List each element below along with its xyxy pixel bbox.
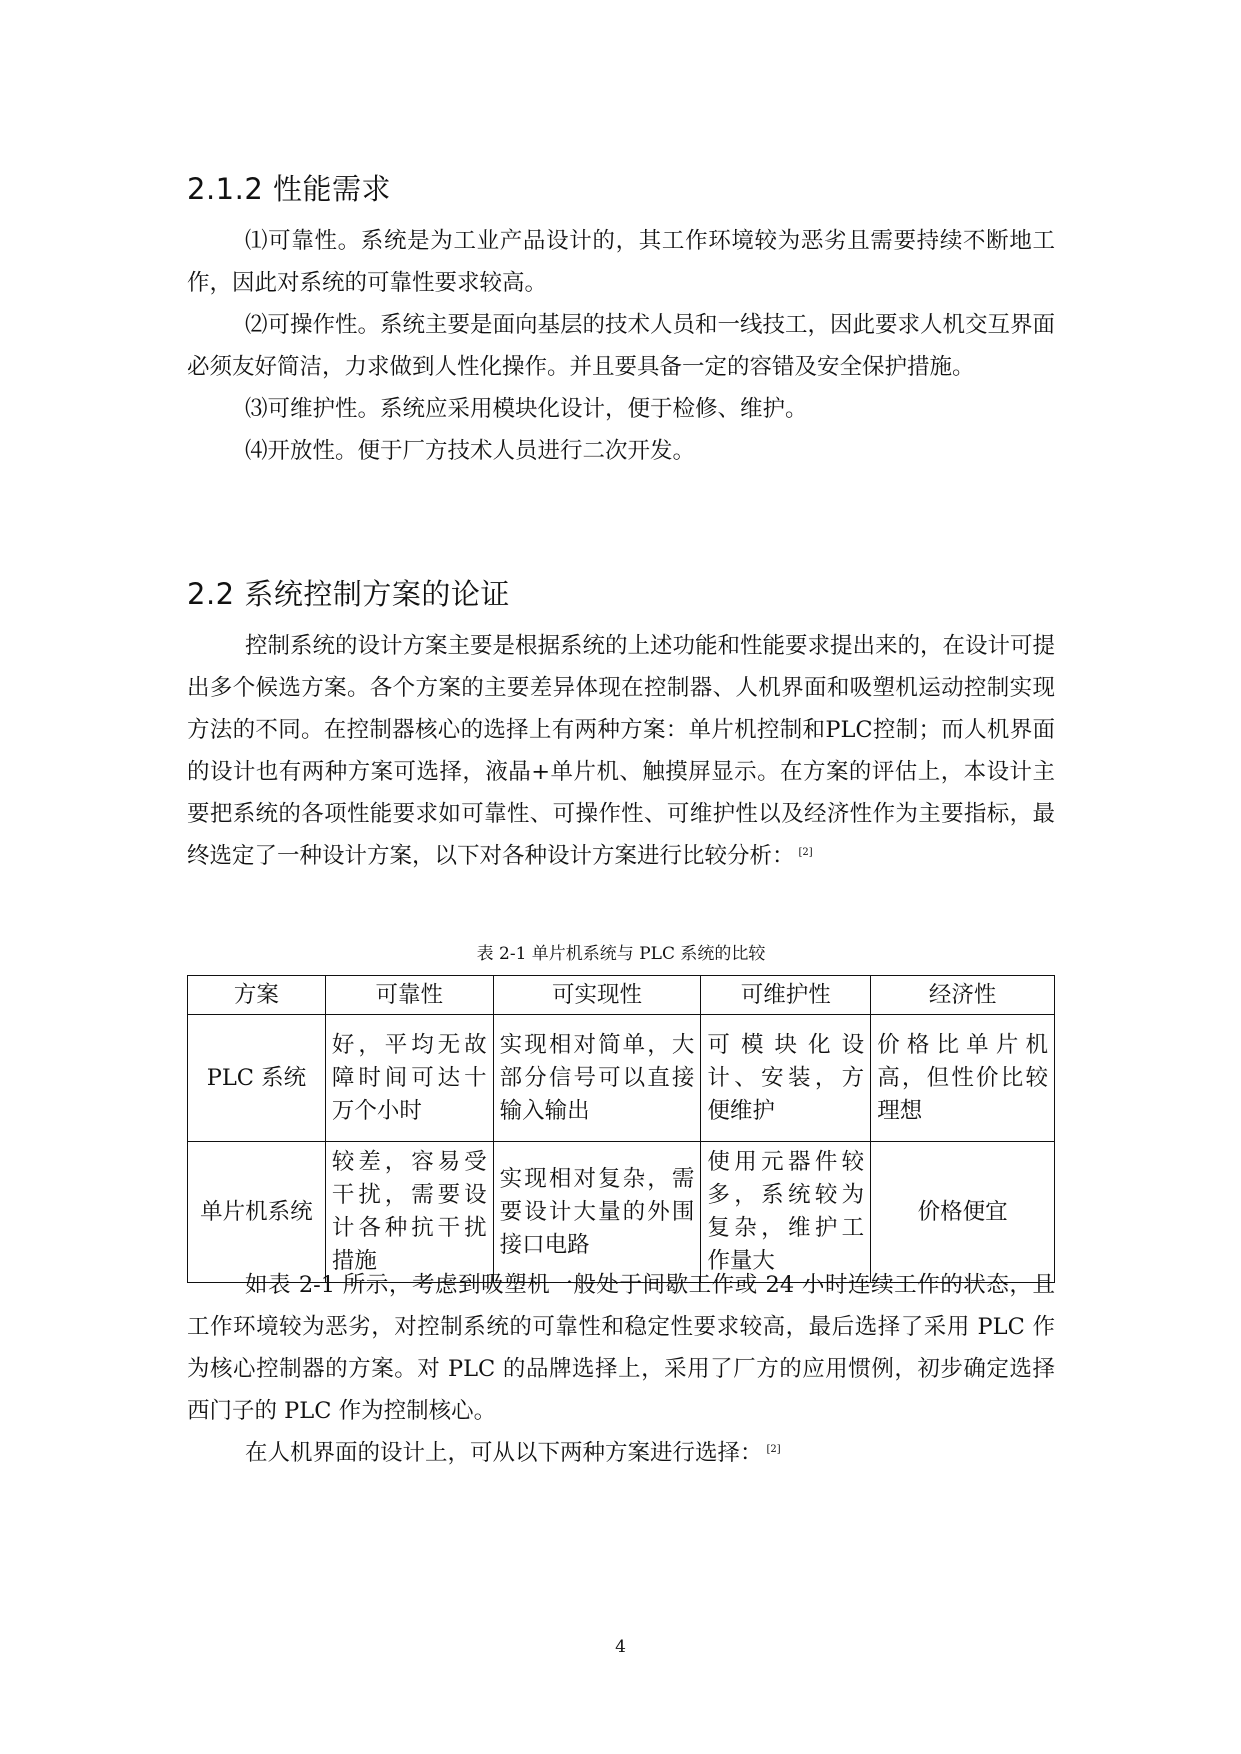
requirement-item: ⑴可靠性。系统是为工业产品设计的，其工作环境较为恶劣且需要持续不断地工作，因此对系统的可靠性要求较高。 (187, 228, 1055, 296)
table-row (188, 1015, 1055, 1142)
conclusion-paragraph: 如表 2-1 所示，考虑到吸塑机一般处于间歇工作或 24 小时连续工作的状态，且工作环境较为恶劣，对控制系统的可靠性和稳定性要求较高，最后选择了采用 PLC 作为核心控制器的方案。对 PLC 的品牌选择上，采用了厂方的应用惯例，初步确定选择西门子的 PLC 作为控制核心。 (187, 1272, 1055, 1424)
hmi-text: 在人机界面的设计上，可从以下两种方案进行选择： (245, 1440, 763, 1466)
table-header: 经济性 (871, 976, 1055, 1015)
table-cell: 单片机系统 (188, 1142, 326, 1283)
table-cell: 较差，容易受干扰，需要设计各种抗干扰措施 (325, 1142, 493, 1283)
table-cell: 使用元器件较多，系统较为复杂，维护工作量大 (701, 1142, 871, 1283)
table-cell: 价格比单片机高，但性价比较理想 (871, 1015, 1055, 1142)
table-cell: 好，平均无故障时间可达十万个小时 (325, 1015, 493, 1142)
after-table-text (187, 1264, 1055, 1474)
table-cell: 实现相对简单，大部分信号可以直接输入输出 (493, 1015, 701, 1142)
performance-requirements-list (187, 220, 1055, 472)
requirement-item: ⑷开放性。便于厂方技术人员进行二次开发。 (245, 438, 696, 464)
citation-ref: [2] (798, 846, 813, 858)
intro-text: 控制系统的设计方案主要是根据系统的上述功能和性能要求提出来的，在设计可提出多个候选方案。各个方案的主要差异体现在控制器、人机界面和吸塑机运动控制实现方法的不同。在控制器核心的选择上有两种方案：单片机控制和PLC控制；而人机界面的设计也有两种方案可选择，液晶+单片机、触摸屏显示。在方案的评估上，本设计主要把系统的各项性能要求如可靠性、可操作性、可维护性以及经济性作为主要指标，最终选定了一种设计方案，以下对各种设计方案进行比较分析： (187, 633, 1056, 869)
requirement-item: ⑵可操作性。系统主要是面向基层的技术人员和一线技工，因此要求人机交互界面必须友好简洁，力求做到人性化操作。并且要具备一定的容错及安全保护措施。 (187, 312, 1056, 380)
table-caption: 表 2-1 单片机系统与 PLC 系统的比较 (476, 944, 766, 964)
table-row (188, 1142, 1055, 1283)
comparison-table (187, 975, 1055, 1283)
table-cell: 价格便宜 (871, 1142, 1055, 1283)
table-cell: PLC 系统 (188, 1015, 326, 1142)
table-cell: 实现相对复杂，需要设计大量的外围接口电路 (493, 1142, 701, 1283)
control-scheme-intro (187, 625, 1055, 877)
table-header: 可实现性 (493, 976, 701, 1015)
intro-paragraph (187, 625, 1055, 877)
table-cell: 可模块化设计、安装，方便维护 (701, 1015, 871, 1142)
citation-ref: [2] (766, 1443, 781, 1455)
section-heading-2-2: 2.2 系统控制方案的论证 (187, 577, 510, 611)
table-header: 可维护性 (701, 976, 871, 1015)
page-number: 4 (615, 1637, 626, 1657)
table-header: 方案 (188, 976, 326, 1015)
section-heading-2-1-2: 2.1.2 性能需求 (187, 172, 392, 206)
table-header-row (188, 976, 1055, 1015)
table-header: 可靠性 (325, 976, 493, 1015)
requirement-item: ⑶可维护性。系统应采用模块化设计，便于检修、维护。 (245, 396, 808, 422)
hmi-paragraph (187, 1432, 1055, 1474)
